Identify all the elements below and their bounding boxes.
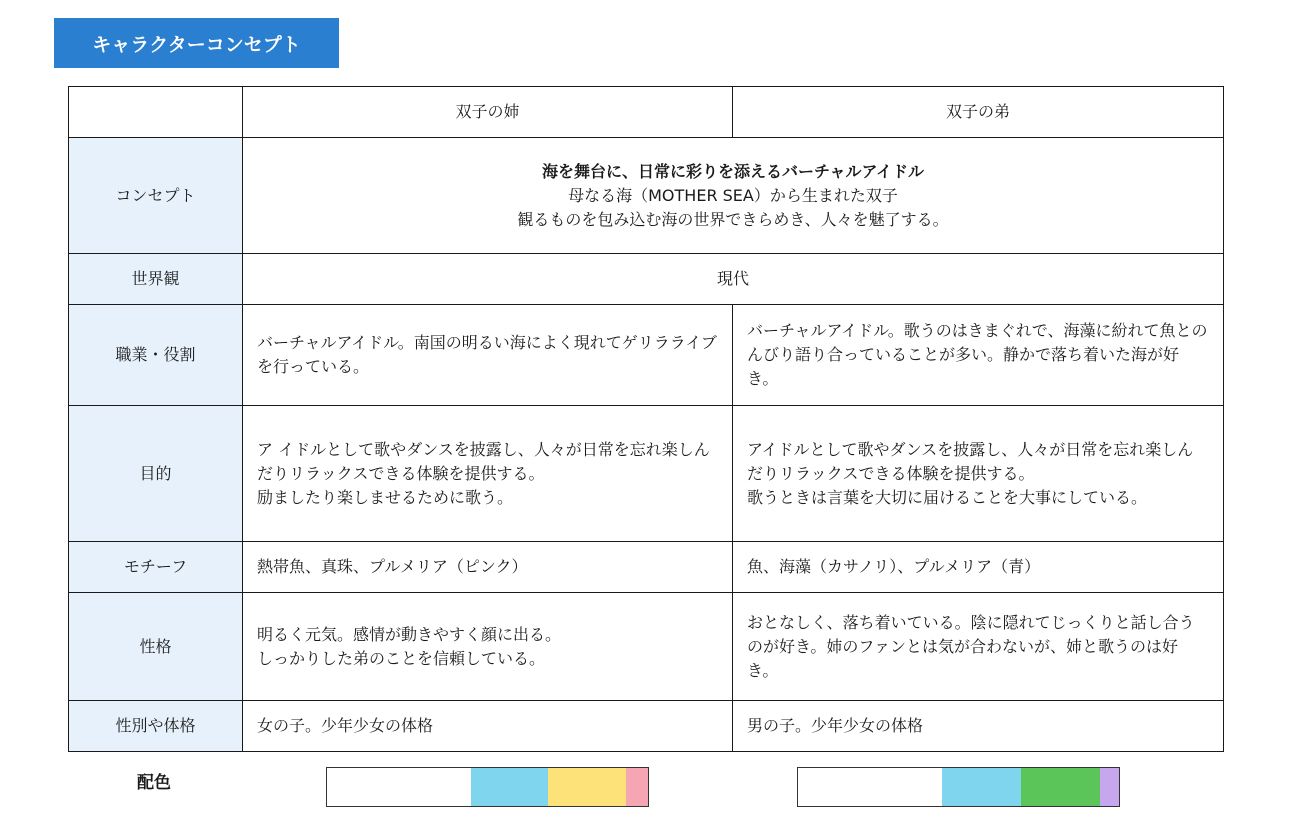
younger-brother-swatch-2: [942, 768, 1021, 806]
purpose-younger-brother: [733, 406, 1224, 542]
gender-row: [69, 701, 1224, 752]
purpose-row: [69, 406, 1224, 542]
concept-text: [243, 138, 1224, 254]
header-empty-cell: [69, 87, 243, 138]
motif-older-sister: 熱帯魚、真珠、プルメリア（ピンク）: [243, 542, 733, 593]
motif-label: モチーフ: [69, 542, 243, 593]
role-row: [69, 305, 1224, 406]
world-value: 現代: [243, 254, 1224, 305]
older-sister-swatch-4: [626, 768, 648, 806]
younger-brother-color-palette: [797, 767, 1120, 807]
personality-older-sister-line-1: 明るく元気。感情が動きやすく顔に出る。: [257, 624, 562, 644]
concept-label: コンセプト: [69, 138, 243, 254]
younger-brother-swatch-3: [1021, 768, 1100, 806]
personality-label: 性格: [69, 593, 243, 701]
personality-older-sister: [243, 593, 733, 701]
older-sister-color-palette: [326, 767, 649, 807]
older-sister-swatch-2: [471, 768, 548, 806]
character-concept-table: [68, 86, 1224, 752]
purpose-older-sister-line-2: 励ましたり楽しませるために歌う。: [257, 487, 514, 507]
older-sister-swatch-1: [327, 768, 471, 806]
header-older-sister: 双子の姉: [243, 87, 733, 138]
header-younger-brother: 双子の弟: [733, 87, 1224, 138]
concept-line-2: 母なる海（MOTHER SEA）から生まれた双子: [568, 185, 898, 205]
role-label: 職業・役割: [69, 305, 243, 406]
concept-line-1: 海を舞台に、日常に彩りを添えるバーチャルアイドル: [541, 161, 925, 181]
gender-label: 性別や体格: [69, 701, 243, 752]
personality-row: [69, 593, 1224, 701]
world-row: [69, 254, 1224, 305]
gender-younger-brother: 男の子。少年少女の体格: [733, 701, 1224, 752]
palette-label: 配色: [137, 773, 171, 793]
purpose-younger-brother-line-2: 歌うときは言葉を大切に届けることを大事にしている。: [747, 487, 1148, 507]
personality-younger-brother: おとなしく、落ち着いている。陰に隠れてじっくりと話し合うのが好き。姉のファンとは気が合わないが、姉と歌うのは好き。: [733, 593, 1224, 701]
older-sister-swatch-3: [548, 768, 625, 806]
younger-brother-swatch-1: [798, 768, 942, 806]
concept-row: [69, 138, 1224, 254]
personality-older-sister-line-2: しっかりした弟のことを信頼している。: [257, 648, 546, 668]
gender-older-sister: 女の子。少年少女の体格: [243, 701, 733, 752]
purpose-older-sister: [243, 406, 733, 542]
page-title: キャラクターコンセプト: [54, 18, 339, 68]
younger-brother-swatch-4: [1100, 768, 1119, 806]
role-older-sister: バーチャルアイドル。南国の明るい海によく現れてゲリラライブを行っている。: [243, 305, 733, 406]
purpose-label: 目的: [69, 406, 243, 542]
table-header-row: [69, 87, 1224, 138]
concept-line-3: 観るものを包み込む海の世界できらめき、人々を魅了する。: [517, 209, 949, 229]
purpose-older-sister-line-1: ア イドルとして歌やダンスを披露し、人々が日常を忘れ楽しんだりリラックスできる体験を提供する。: [257, 439, 710, 483]
role-younger-brother: バーチャルアイドル。歌うのはきまぐれで、海藻に紛れて魚とのんびり語り合っていることが多い。静かで落ち着いた海が好き。: [733, 305, 1224, 406]
world-label: 世界観: [69, 254, 243, 305]
motif-younger-brother: 魚、海藻（カサノリ）、プルメリア（青）: [733, 542, 1224, 593]
motif-row: [69, 542, 1224, 593]
purpose-younger-brother-line-1: アイドルとして歌やダンスを披露し、人々が日常を忘れ楽しんだりリラックスできる体験を提供する。: [747, 439, 1194, 483]
